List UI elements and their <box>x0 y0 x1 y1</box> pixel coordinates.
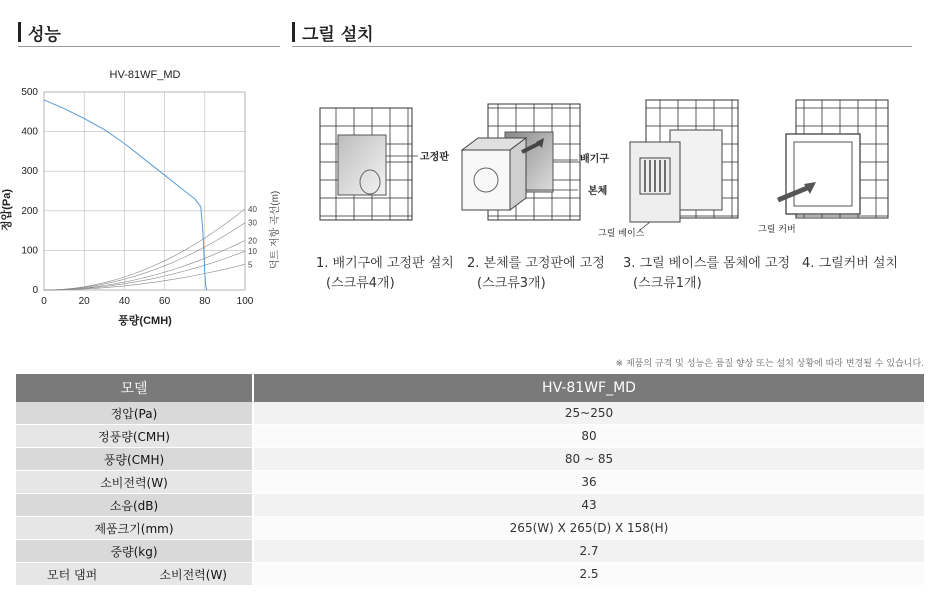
performance-title: 성능 <box>28 25 61 45</box>
grill-section-header <box>292 20 912 47</box>
spec-label-motor-damper: 모터 댐퍼 <box>47 567 98 582</box>
spec-label: 제품크기(mm) <box>16 517 253 540</box>
y-tick-label: 300 <box>21 166 38 178</box>
x-axis-label: 풍량(CMH) <box>118 315 172 327</box>
y-tick-label: 500 <box>21 87 38 98</box>
performance-chart <box>0 60 290 340</box>
spec-label-power: 소비전력(W) <box>159 567 227 582</box>
label-exhaust-port: 배기구 <box>580 154 609 165</box>
x-tick-labels <box>41 296 254 307</box>
y-tick-label: 200 <box>21 205 38 217</box>
label-grill-cover: 그릴 커버 <box>758 225 796 235</box>
x-tick-label: 100 <box>236 296 254 307</box>
step3-illustration <box>598 100 738 239</box>
spec-header-value: HV-81WF_MD <box>253 374 924 402</box>
resistance-label: 40 <box>248 204 257 214</box>
table-row <box>16 563 924 586</box>
label-grill-base: 그릴 베이스 <box>598 229 645 239</box>
table-row <box>16 517 924 540</box>
spec-label: 소음(dB) <box>16 494 253 517</box>
spec-table <box>16 374 924 586</box>
step-3-line2: (스크류1개) <box>633 276 702 291</box>
resistance-label: 5 <box>248 260 253 270</box>
spec-header-label: 모델 <box>16 374 253 402</box>
spec-label: 정풍량(CMH) <box>16 425 253 448</box>
label-body: 본체 <box>588 186 608 197</box>
resistance-label: 10 <box>248 247 257 257</box>
disclaimer-notice: ※ 제품의 규격 및 성능은 품질 향상 또는 설치 상황에 따라 변경될 수 있습니다. <box>615 359 924 369</box>
step-1-line2: (스크류4개) <box>326 276 395 291</box>
step-4 <box>802 254 898 274</box>
chart-grid <box>44 92 245 290</box>
plot-frame <box>44 92 245 290</box>
y-tick-labels <box>21 87 38 296</box>
x-tick-label: 0 <box>41 296 47 307</box>
table-row <box>16 494 924 517</box>
resistance-label: 30 <box>248 218 257 228</box>
step1-illustration <box>320 108 449 220</box>
spec-label-split <box>16 563 253 586</box>
spec-value: 43 <box>253 494 924 517</box>
spec-label: 정압(Pa) <box>16 402 253 425</box>
y-tick-label: 100 <box>21 245 38 257</box>
spec-value: 265(W) X 265(D) X 158(H) <box>253 517 924 540</box>
spec-label: 중량(kg) <box>16 540 253 563</box>
step-3-line1: 3. 그릴 베이스를 몸체에 고정 <box>623 256 791 271</box>
step-2-line1: 2. 본체를 고정판에 고정 <box>467 256 605 271</box>
table-row <box>16 540 924 563</box>
spec-header-row <box>16 374 924 402</box>
spec-value: 2.7 <box>253 540 924 563</box>
grill-install-title: 그릴 설치 <box>302 25 374 45</box>
step-4-line1: 4. 그릴커버 설치 <box>802 256 899 271</box>
resistance-label: 20 <box>248 236 257 246</box>
x-tick-label: 60 <box>159 296 171 307</box>
spec-value: 2.5 <box>253 563 924 586</box>
table-row <box>16 425 924 448</box>
label-fixed-plate: 고정판 <box>420 152 449 163</box>
y-tick-label: 400 <box>21 126 38 138</box>
spec-label: 소비전력(W) <box>16 471 253 494</box>
x-tick-label: 40 <box>118 296 130 307</box>
spec-label: 풍량(CMH) <box>16 448 253 471</box>
step-2-line2: (스크류3개) <box>477 276 546 291</box>
step-2 <box>467 254 605 294</box>
spec-value: 36 <box>253 471 924 494</box>
table-row <box>16 448 924 471</box>
spec-value: 80 ~ 85 <box>253 448 924 471</box>
section-bar <box>18 22 21 42</box>
performance-section-header <box>18 20 280 47</box>
step-1-line1: 1. 배기구에 고정판 설치 <box>316 256 454 271</box>
grill-install-diagram <box>300 90 910 250</box>
section-bar <box>292 22 295 42</box>
y-axis-label: 정압(Pa) <box>1 188 13 232</box>
y2-axis-label: 덕트 저항 곡선(m) <box>270 190 281 270</box>
spec-value: 25~250 <box>253 402 924 425</box>
step2-illustration <box>462 104 609 220</box>
step-1 <box>316 254 454 294</box>
y-tick-label: 0 <box>32 285 38 296</box>
step-3 <box>623 254 790 294</box>
table-row <box>16 402 924 425</box>
x-tick-label: 80 <box>199 296 211 307</box>
step4-illustration <box>758 100 888 235</box>
spec-value: 80 <box>253 425 924 448</box>
table-row <box>16 471 924 494</box>
x-tick-label: 20 <box>78 296 90 307</box>
chart-title: HV-81WF_MD <box>109 69 181 81</box>
